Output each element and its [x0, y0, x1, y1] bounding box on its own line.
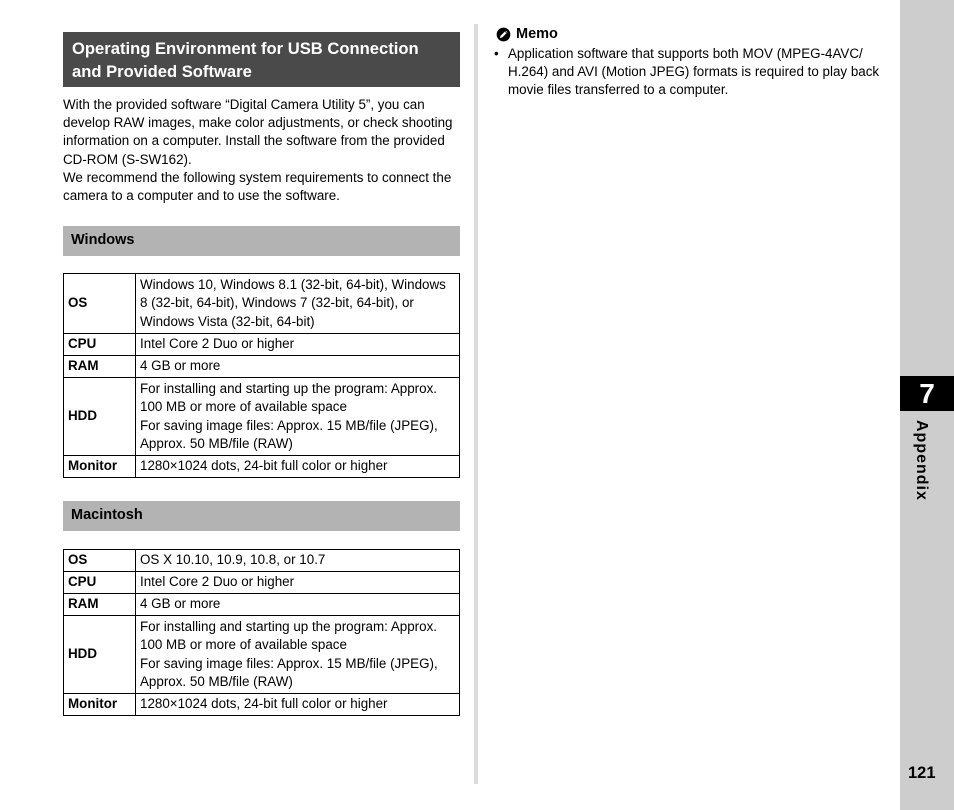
row-label: OS: [64, 274, 136, 334]
windows-section-title: Windows: [63, 226, 460, 256]
table-row: [64, 378, 460, 456]
table-row: [64, 456, 460, 478]
chapter-name: Appendix: [913, 420, 930, 501]
hdd-line: For installing and starting up the program: Approx. 100 MB or more of available space: [140, 619, 437, 653]
row-label: RAM: [64, 594, 136, 616]
row-value: Intel Core 2 Duo or higher: [136, 334, 460, 356]
page-number: 121: [908, 764, 936, 782]
row-label: HDD: [64, 378, 136, 456]
table-row: [64, 334, 460, 356]
row-value: Windows 10, Windows 8.1 (32-bit, 64-bit), Windows 8 (32-bit, 64-bit), Windows 7 (32-bit, 64-bit), or Windows Vista (32-bit, 64-bit): [136, 274, 460, 334]
row-label: CPU: [64, 334, 136, 356]
table-row: [64, 616, 460, 694]
row-label: RAM: [64, 356, 136, 378]
row-value: 1280×1024 dots, 24-bit full color or higher: [136, 694, 460, 716]
row-value: [136, 616, 460, 694]
list-item: [494, 45, 894, 100]
intro-text: [63, 96, 463, 205]
memo-heading: [496, 24, 558, 44]
hdd-line: For saving image files: Approx. 15 MB/file (JPEG), Approx. 50 MB/file (RAW): [140, 417, 438, 451]
row-value: OS X 10.10, 10.9, 10.8, or 10.7: [136, 550, 460, 572]
row-value: 4 GB or more: [136, 594, 460, 616]
windows-requirements-table: [63, 273, 460, 478]
hdd-line: For saving image files: Approx. 15 MB/file (JPEG), Approx. 50 MB/file (RAW): [140, 655, 438, 689]
table-row: [64, 274, 460, 334]
hdd-line: For installing and starting up the program: Approx. 100 MB or more of available space: [140, 381, 437, 415]
row-value: [136, 378, 460, 456]
memo-title: Memo: [516, 26, 558, 42]
row-value: 4 GB or more: [136, 356, 460, 378]
section-heading: Operating Environment for USB Connection and Provided Software: [63, 32, 460, 87]
row-value: 1280×1024 dots, 24-bit full color or higher: [136, 456, 460, 478]
column-divider: [474, 24, 478, 784]
memo-text: Application software that supports both MOV (MPEG-4AVC/ H.264) and AVI (Motion JPEG) formats is required to play back movie files transferred to a computer.: [508, 46, 880, 98]
table-row: [64, 694, 460, 716]
intro-paragraph: We recommend the following system requirements to connect the camera to a computer and to use the software.: [63, 169, 452, 204]
row-label: CPU: [64, 572, 136, 594]
pencil-icon: [496, 27, 511, 42]
row-label: OS: [64, 550, 136, 572]
table-row: [64, 572, 460, 594]
macintosh-requirements-table: [63, 549, 460, 716]
intro-paragraph: With the provided software “Digital Camera Utility 5”, you can develop RAW images, make color adjustments, or check shooting information on a computer. Install the software from the provided CD-ROM (S-SW162).: [63, 97, 453, 167]
table-row: [64, 356, 460, 378]
bullet-marker: •: [494, 46, 499, 61]
table-row: [64, 594, 460, 616]
row-label: HDD: [64, 616, 136, 694]
memo-list: [494, 45, 894, 100]
row-label: Monitor: [64, 456, 136, 478]
chapter-number: 7: [900, 376, 954, 411]
table-row: [64, 550, 460, 572]
row-label: Monitor: [64, 694, 136, 716]
row-value: Intel Core 2 Duo or higher: [136, 572, 460, 594]
macintosh-section-title: Macintosh: [63, 501, 460, 531]
